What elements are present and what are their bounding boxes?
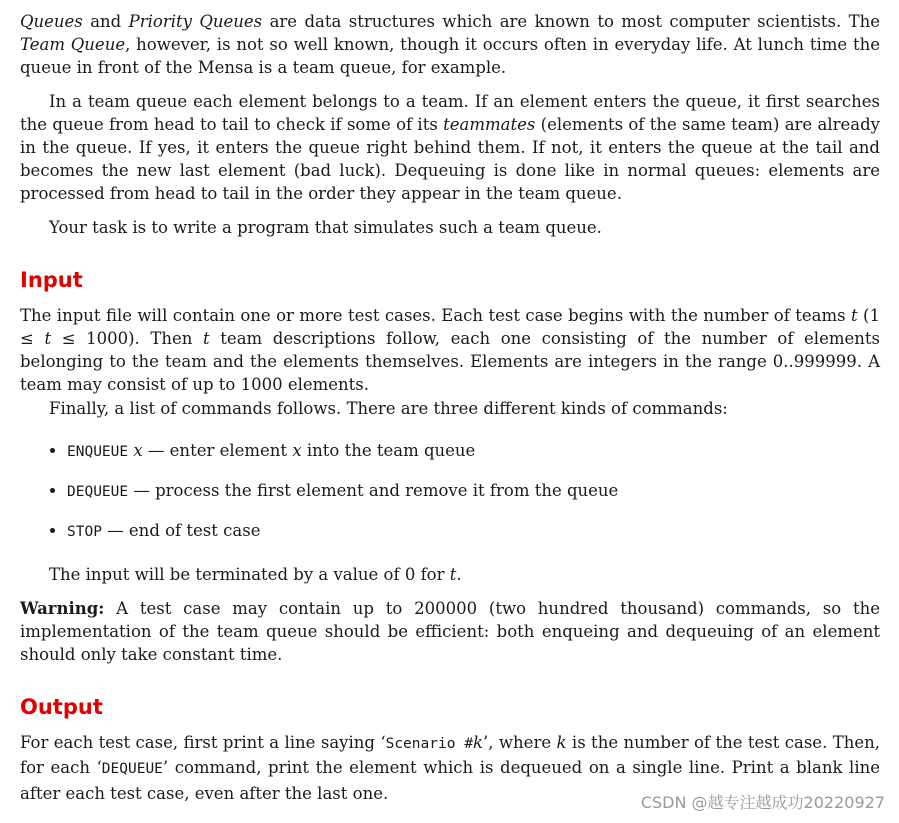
output-paragraph-1: For each test case, first print a line saying ‘Scenario #k’, where k is the number of the test case. Then, for each ‘DEQUEUE’ command, print the element which is dequeued on a single line. Print a blank line after each test case, even after the last one. [20,733,880,803]
input-paragraph-2: Finally, a list of commands follows. There are three different kinds of commands: [49,398,728,418]
warning-paragraph: Warning: A test case may contain up to 200000 (two hundred thousand) commands, so the implementation of the team queue should be efficient: both enqueing and dequeuing of an element should only take constant time. [20,598,880,665]
input-paragraph-3: The input will be terminated by a value of 0 for t. [49,565,462,585]
intro-paragraph-3: Your task is to write a program that simulates such a team queue. [49,217,602,237]
intro-paragraph-2: In a team queue each element belongs to a team. If an element enters the queue, it first searches the queue from head to tail to check if some of its teammates (elements of the same team) are already in the queue. If yes, it enters the queue right behind them. If not, it enters the queue at the tail and becomes the new last element (bad luck). Dequeuing is done like in normal queues: elements are processed from head to tail in the order they appear in the team queue. [20,91,880,204]
term-team-queue: Team Queue [20,35,126,55]
term-priority-queues: Priority Queues [128,12,263,31]
command-stop: • STOP — end of test case [67,519,880,544]
problem-statement [20,10,880,805]
input-heading: Input [20,267,83,292]
command-list [20,439,880,545]
output-heading: Output [20,695,103,720]
term-queues: Queues [20,12,83,31]
command-dequeue: • DEQUEUE — process the first element and remove it from the queue [67,479,880,504]
intro-paragraph-1: Queues and Priority Queues are data structures which are known to most computer scientists. The Team Queue, however, is not so well known, though it occurs often in everyday life. At lunch time the queue in front of the Mensa is a team queue, for example. [20,12,880,78]
warning-label: Warning: [20,598,105,618]
watermark: CSDN @越专注越成功20220927 [640,793,885,812]
term-teammates: teammates [443,114,536,134]
command-enqueue: • ENQUEUE x — enter element x into the team queue [67,439,880,464]
input-paragraph-1: The input file will contain one or more test cases. Each test case begins with the number of teams t (1 ≤ t ≤ 1000). Then t team descriptions follow, each one consisting of the number of elements belonging to the team and the elements themselves. Elements are integers in the range 0..999999. A team may consist of up to 1000 elements. [20,305,880,395]
